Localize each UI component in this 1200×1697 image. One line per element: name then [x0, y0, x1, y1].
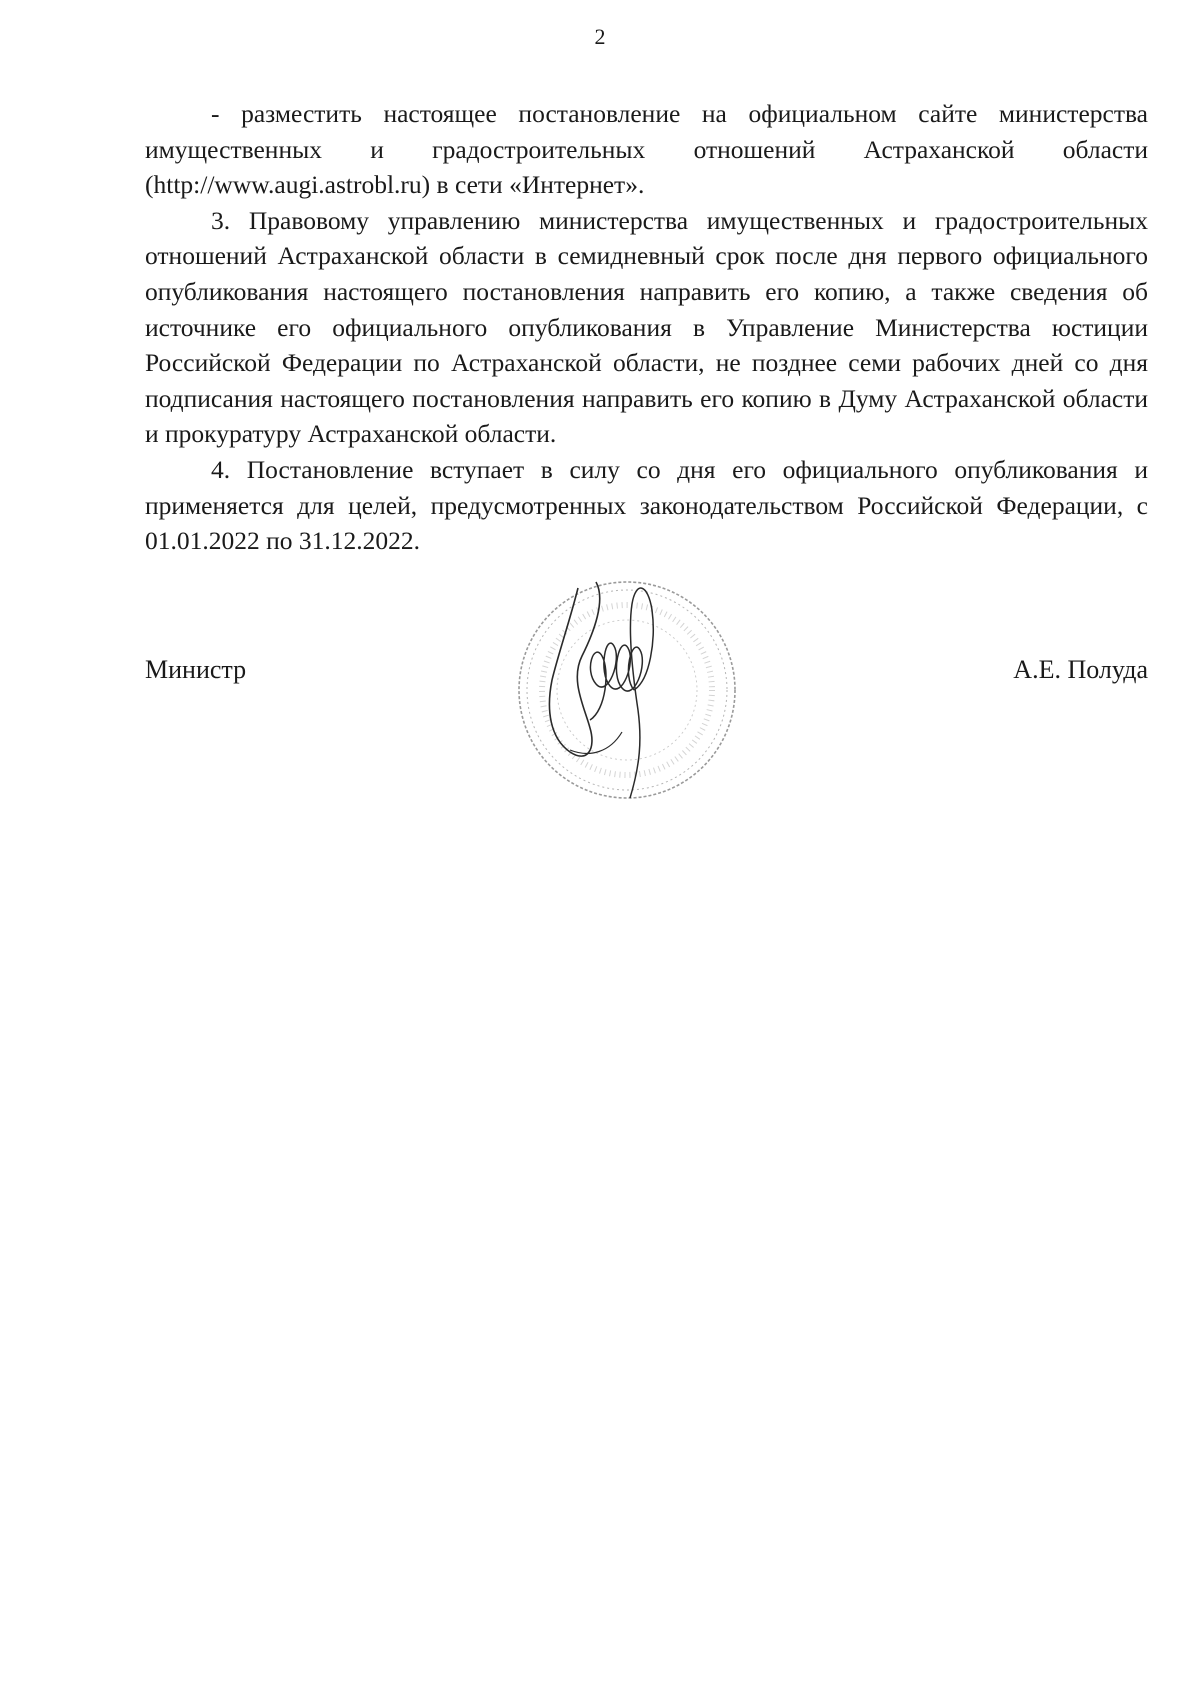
paragraph-item-3: 3. Правовому управлению министерства имущественных и градостроительных отношений Астраханской области в семидневный срок после дня первого официального опубликования настоящего постановления направить его копию, а также сведения об источнике его официального опубликования в Управление Министерства юстиции Российской Федерации по Астраханской области, не позднее семи рабочих дней со дня подписания настоящего постановления направить его копию в Думу Астраханской области и прокуратуру Астраханской области.	[145, 205, 1148, 449]
signatory-position: Министр	[145, 655, 247, 684]
paragraph-website-publication: - разместить настоящее постановление на официальном сайте министерства имущественных и градостроительных отношений Астраханской области (http://www.augi.astrobl.ru) в сети «Интернет».	[145, 99, 1148, 200]
document-body	[145, 96, 1148, 559]
seal-with-signature-icon	[510, 560, 745, 805]
page-number: 2	[594, 24, 606, 49]
paragraph-item-4: 4. Постановление вступает в силу со дня его официального опубликования и применяется для целей, предусмотренных законодательством Российской Федерации, с 01.01.2022 по 31.12.2022.	[145, 454, 1148, 556]
signature-block	[145, 560, 1148, 810]
signatory-name: А.Е. Полуда	[1013, 655, 1148, 684]
